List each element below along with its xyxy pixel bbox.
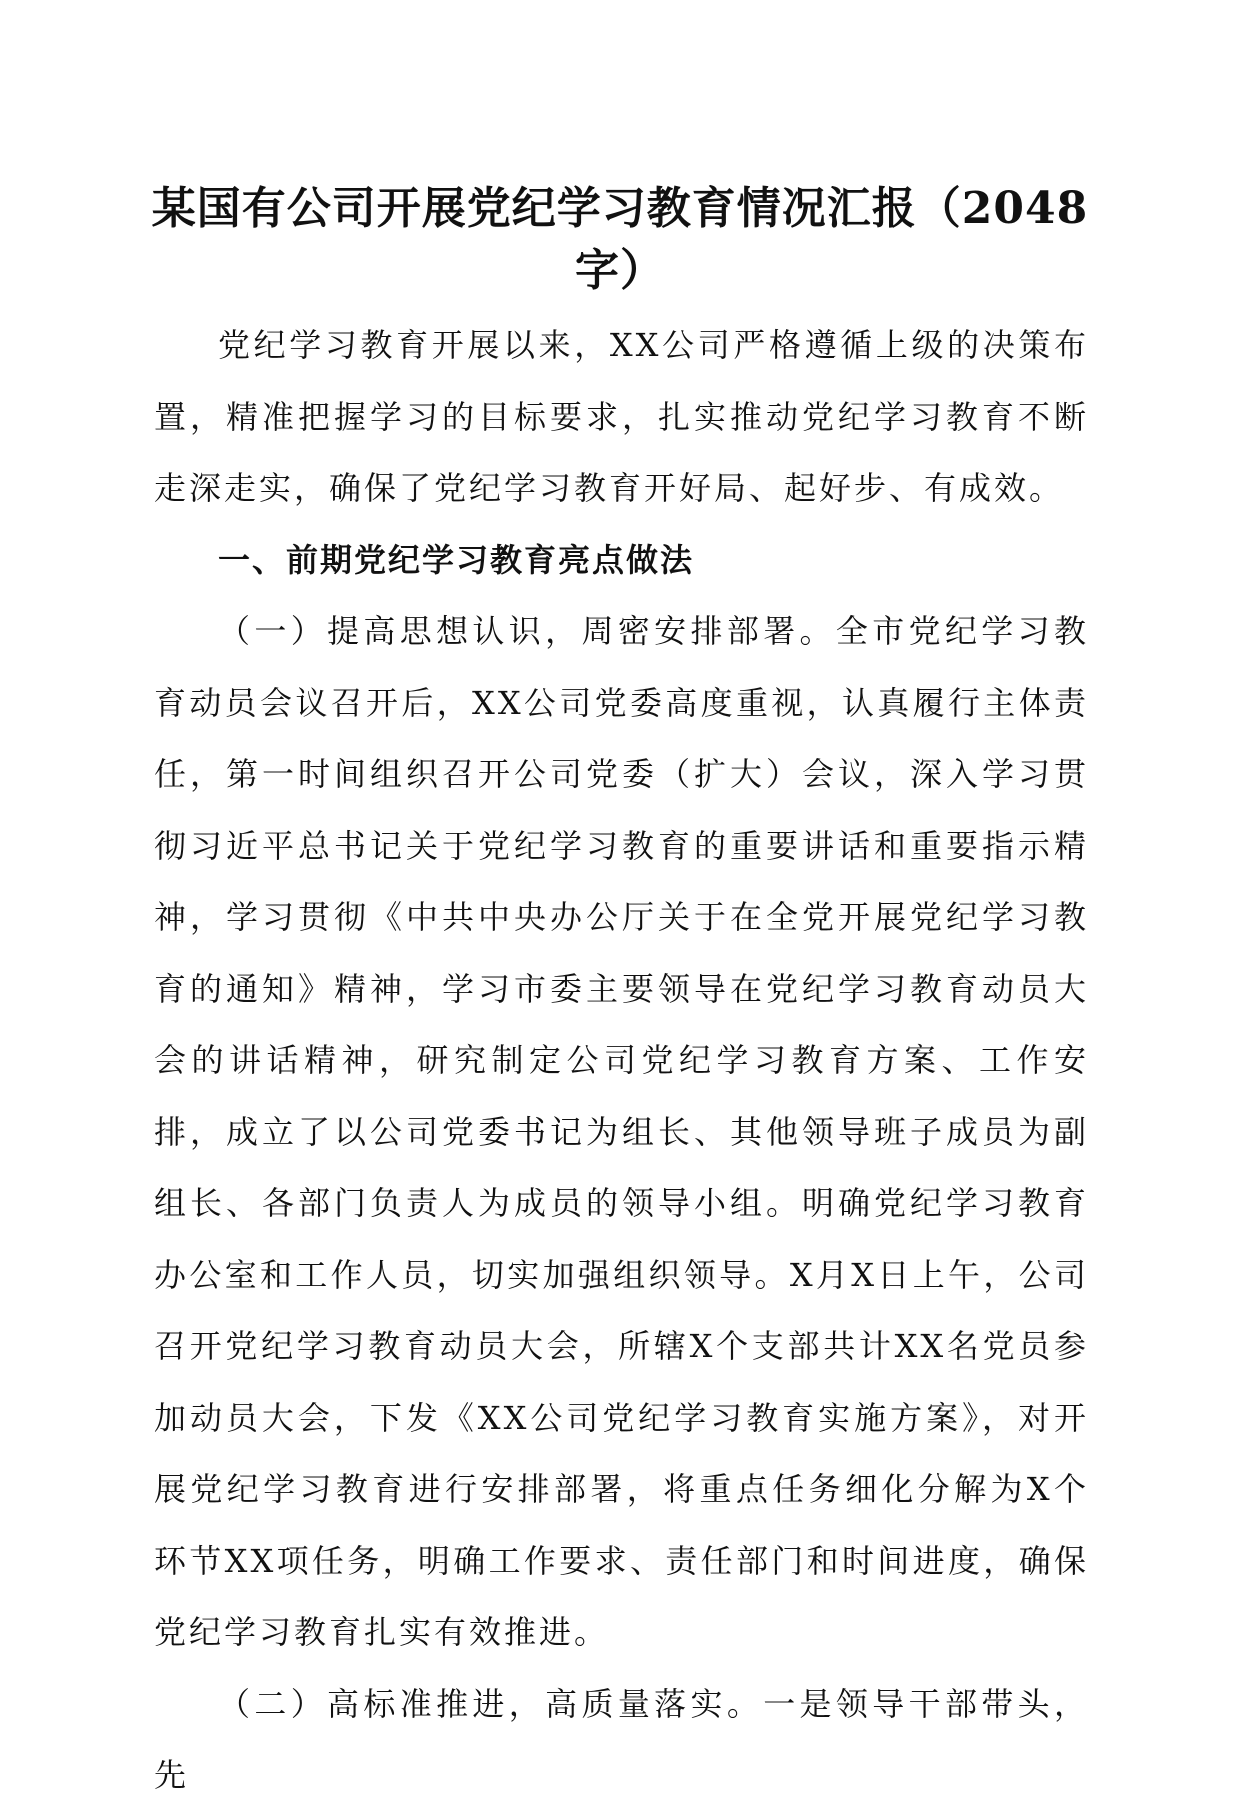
section-1-paragraph-1: （一）提高思想认识，周密安排部署。全市党纪学习教育动员会议召开后，XX公司党委高度重视，认真履行主体责任，第一时间组织召开公司党委（扩大）会议，深入学习贯彻习近平总书记关于党纪学习教育的重要讲话和重要指示精神，学习贯彻《中共中央办公厅关于在全党开展党纪学习教育的通知》精神，学习市委主要领导在党纪学习教育动员大会的讲话精神，研究制定公司党纪学习教育方案、工作安排，成立了以公司党委书记为组长、其他领导班子成员为副组长、各部门负责人为成员的领导小组。明确党纪学习教育办公室和工作人员，切实加强组织领导。X月X日上午，公司召开党纪学习教育动员大会，所辖X个支部共计XX名党员参加动员大会，下发《XX公司党纪学习教育实施方案》，对开展党纪学习教育进行安排部署，将重点任务细化分解为X个环节XX项任务，明确工作要求、责任部门和时间进度，确保党纪学习教育扎实有效推进。 bbox=[154, 612, 1089, 1651]
section-1-paragraph-2: （二）高标准推进，高质量落实。一是领导干部带头，先 bbox=[154, 1684, 1089, 1794]
section-heading-1: 一、前期党纪学习教育亮点做法 bbox=[218, 540, 695, 579]
document-title: 某国有公司开展党纪学习教育情况汇报（2048字） bbox=[151, 183, 1089, 296]
intro-paragraph: 党纪学习教育开展以来，XX公司严格遵循上级的决策布置，精准把握学习的目标要求，扎实推动党纪学习教育不断走深走实，确保了党纪学习教育开好局、起好步、有成效。 bbox=[154, 326, 1089, 507]
document-body bbox=[154, 310, 1089, 1812]
